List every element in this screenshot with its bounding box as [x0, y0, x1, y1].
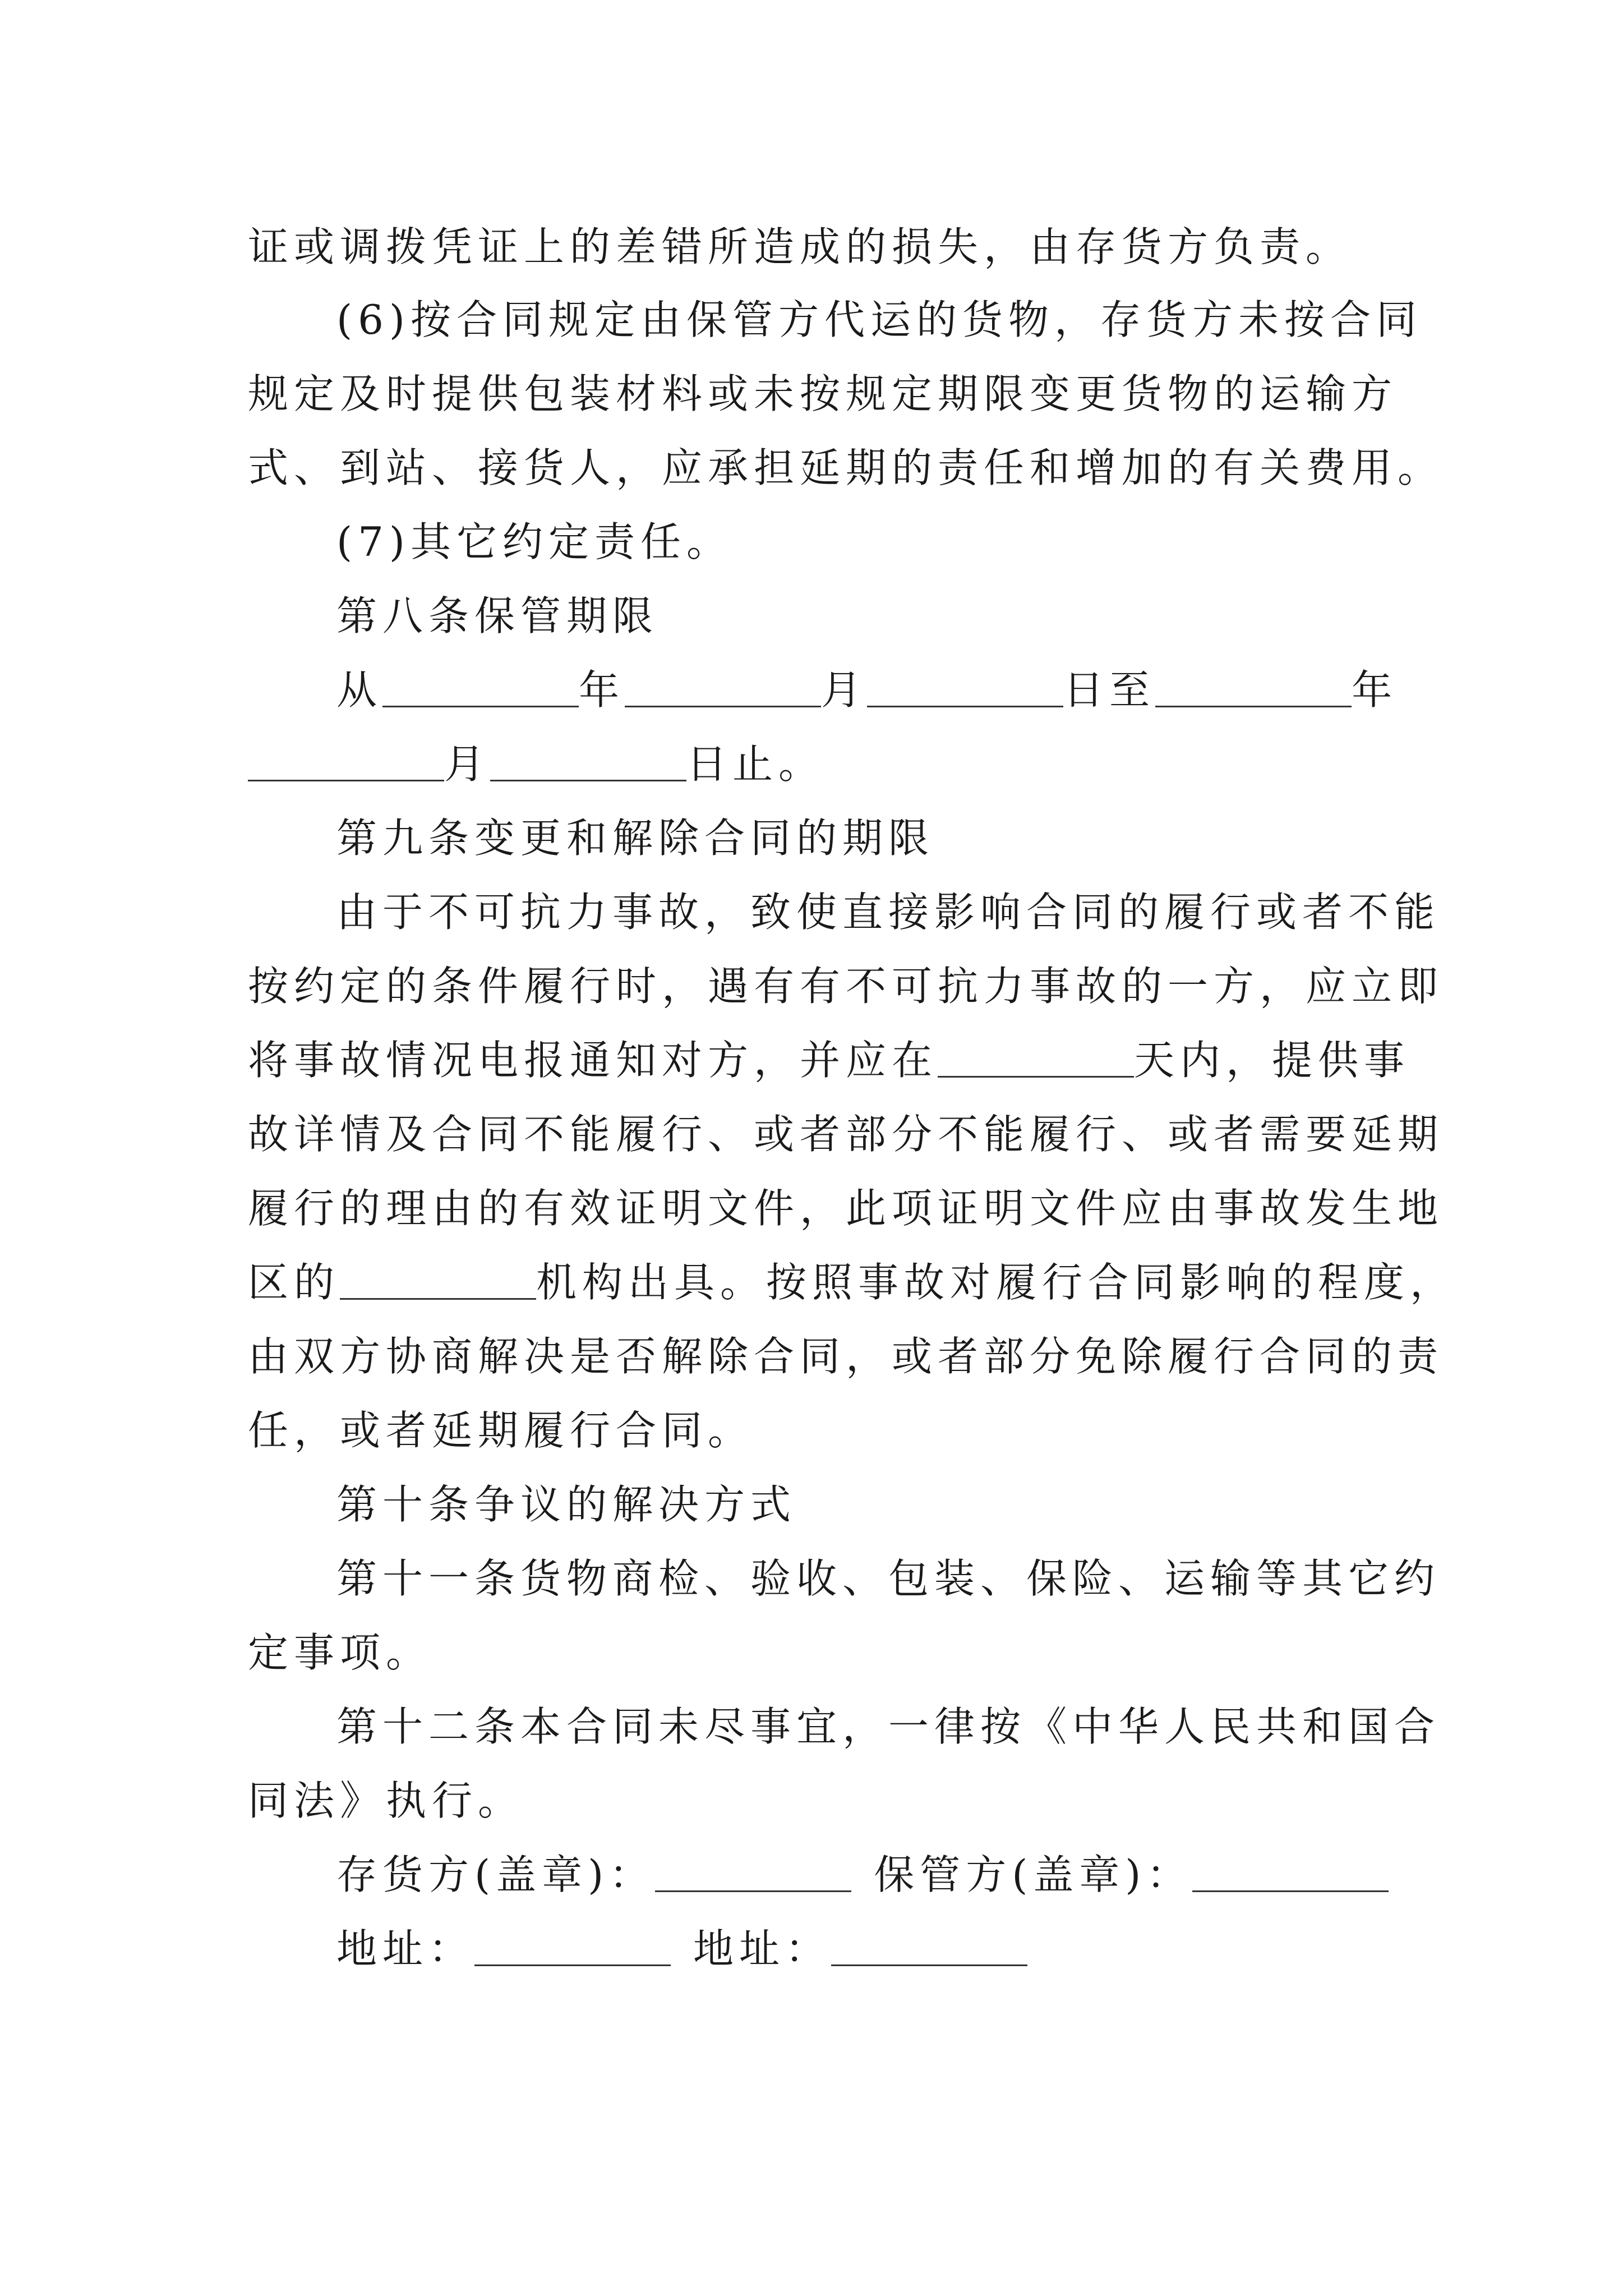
blank-custodian-seal: [1192, 1852, 1389, 1892]
text-line: [248, 1032, 1410, 1088]
custodian-address-label: 地址：: [693, 1925, 832, 1972]
text-line: 履行的理由的有效证明文件，此项证明文件应由事故发生地: [248, 1185, 1444, 1232]
article-11-heading: 第十一条货物商检、验收、包装、保险、运输等其它约: [336, 1555, 1441, 1602]
blank-authority: [340, 1260, 536, 1300]
term-period-line-end: [248, 736, 824, 792]
text-fragment: 月: [444, 740, 491, 788]
text-line: 由双方协商解决是否解除合同，或者部分免除履行合同的责: [248, 1333, 1444, 1380]
text-fragment: 年: [1352, 666, 1398, 714]
address-line: [336, 1921, 1027, 1977]
text-line: 任，或者延期履行合同。: [248, 1407, 754, 1454]
text-fragment: 日至: [1063, 666, 1156, 714]
blank-days: [938, 1038, 1134, 1078]
blank-start-day: [867, 668, 1063, 707]
text-line: 式、到站、接货人，应承担延期的责任和增加的有关费用。: [248, 444, 1444, 491]
signature-line: [336, 1847, 1389, 1903]
text-fragment: 年: [579, 666, 625, 714]
blank-end-day: [490, 742, 686, 781]
term-period-line: [336, 662, 1398, 718]
text-line: [248, 1254, 1456, 1310]
blank-depositor-seal: [655, 1852, 851, 1892]
text-line: 规定及时提供包装材料或未按规定期限变更货物的运输方: [248, 370, 1398, 417]
blank-custodian-address: [831, 1926, 1027, 1966]
text-line: 同法》执行。: [248, 1777, 524, 1824]
blank-start-year: [382, 668, 579, 707]
custodian-seal-label: 保管方(盖章)：: [874, 1851, 1193, 1898]
article-8-heading: 第八条保管期限: [336, 592, 659, 639]
text-fragment: 月: [821, 666, 868, 714]
article-9-heading: 第九条变更和解除合同的期限: [336, 815, 935, 862]
text-line: 定事项。: [248, 1629, 432, 1676]
text-line: 按约定的条件履行时，遇有有不可抗力事故的一方，应立即: [248, 963, 1444, 1010]
clause-item-6: (6)按合同规定由保管方代运的货物，存货方未按合同: [336, 296, 1422, 343]
clause-item-7: (7)其它约定责任。: [336, 518, 732, 565]
text-fragment: 天内，提供事: [1134, 1037, 1410, 1084]
text-fragment: 日止。: [686, 740, 825, 788]
text-line: 证或调拨凭证上的差错所造成的损失，由存货方负责。: [248, 223, 1352, 270]
blank-end-month: [248, 742, 444, 781]
text-line: 由于不可抗力事故，致使直接影响合同的履行或者不能: [336, 889, 1441, 936]
blank-start-month: [625, 668, 821, 707]
depositor-seal-label: 存货方(盖章)：: [336, 1851, 656, 1898]
text-fragment: 从: [336, 666, 383, 714]
article-10-heading: 第十条争议的解决方式: [336, 1481, 797, 1528]
blank-end-year: [1155, 668, 1352, 707]
text-fragment: 将事故情况电报通知对方，并应在: [248, 1037, 938, 1084]
text-fragment: 机构出具。按照事故对履行合同影响的程度，: [536, 1259, 1456, 1306]
blank-depositor-address: [474, 1926, 671, 1966]
text-line: 故详情及合同不能履行、或者部分不能履行、或者需要延期: [248, 1111, 1444, 1158]
article-12-heading: 第十二条本合同未尽事宜，一律按《中华人民共和国合: [336, 1703, 1441, 1750]
text-fragment: 区的: [248, 1259, 340, 1306]
depositor-address-label: 地址：: [336, 1925, 475, 1972]
